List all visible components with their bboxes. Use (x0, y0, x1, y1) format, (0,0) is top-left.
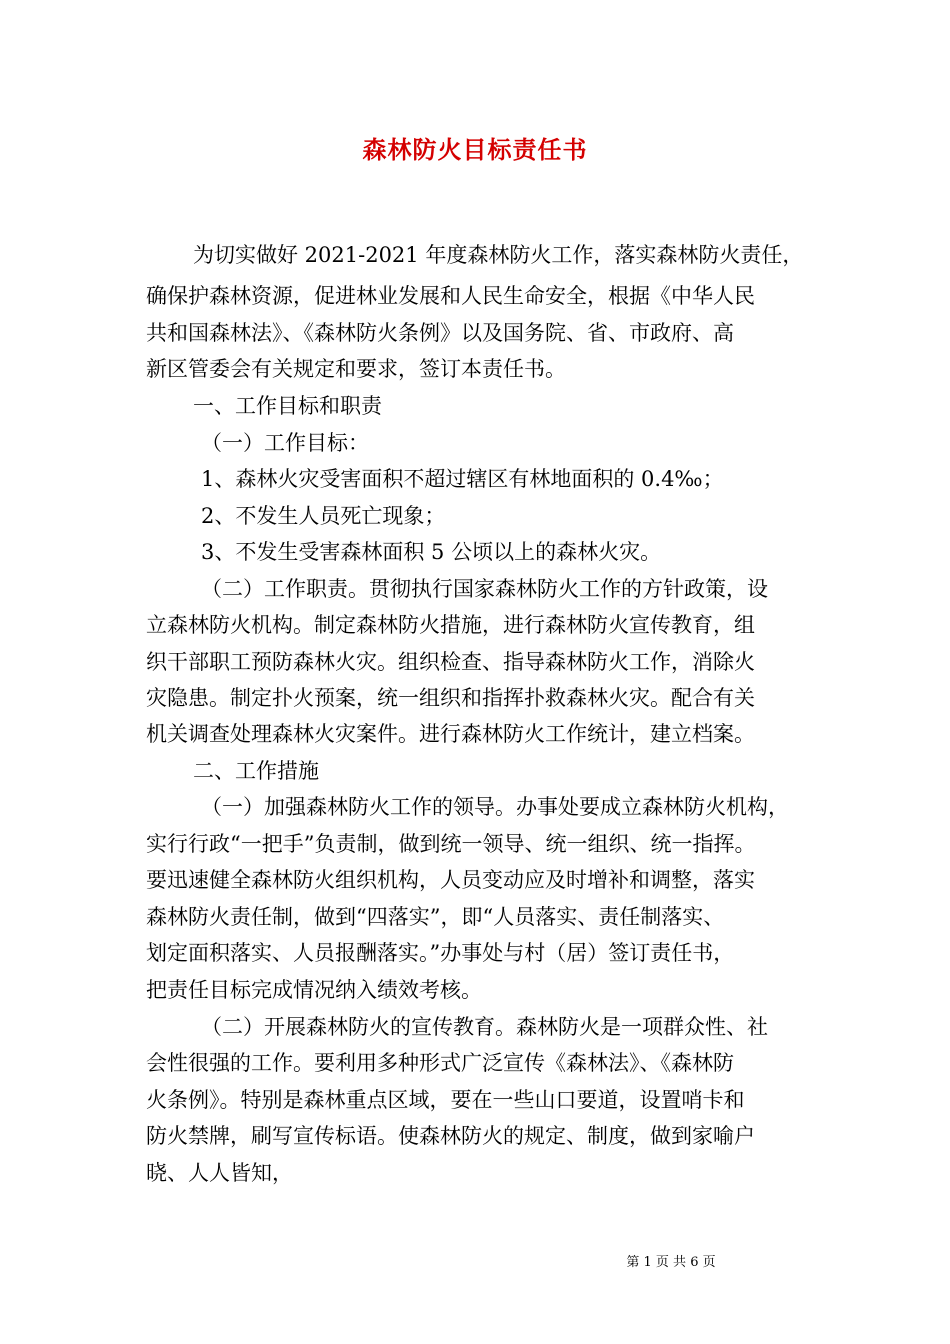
section-heading: 一、工作目标和职责 (193, 394, 382, 418)
page-footer (0, 1254, 950, 1272)
paragraph-line: 会性很强的工作。要利用多种形式广泛宣传《森林法》、《森林防 (146, 1051, 734, 1075)
paragraph-line: 机关调查处理森林火灾案件。进行森林防火工作统计，建立档案。 (146, 722, 755, 746)
paragraph-line: 为切实做好 2021-2021 年度森林防火工作，落实森林防火责任， (193, 243, 804, 267)
list-item: 2、不发生人员死亡现象； (201, 504, 446, 528)
paragraph-line: 防火禁牌，刷写宣传标语。使森林防火的规定、制度，做到家喻户 (146, 1124, 755, 1148)
document-title: 森林防火目标责任书 (362, 135, 588, 164)
paragraph-line: 划定面积落实、人员报酬落实。”办事处与村（居）签订责任书， (146, 941, 735, 965)
paragraph-line: 织干部职工预防森林火灾。组织检查、指导森林防火工作，消除火 (146, 650, 755, 674)
section-heading: 二、工作措施 (193, 759, 319, 783)
paragraph-line: （一）加强森林防火工作的领导。办事处要成立森林防火机构， (201, 795, 789, 819)
paragraph-line: 灾隐患。制定扑火预案，统一组织和指挥扑救森林火灾。配合有关 (146, 686, 755, 710)
paragraph-line: 森林防火责任制，做到“四落实”，即“人员落实、责任制落实、 (146, 905, 725, 929)
paragraph-line: 火条例》。特别是森林重点区域，要在一些山口要道，设置哨卡和 (146, 1088, 745, 1112)
paragraph-line: 要迅速健全森林防火组织机构，人员变动应及时增补和调整，落实 (146, 868, 755, 892)
page-number: 第 1 页 共 6 页 (626, 1255, 716, 1270)
paragraph-line: 确保护森林资源，促进林业发展和人民生命安全，根据《中华人民 (146, 284, 755, 308)
list-item: 3、不发生受害森林面积 5 公顷以上的森林火灾。 (201, 540, 662, 564)
subsection-heading: （一）工作目标： (201, 431, 369, 455)
paragraph-line: 把责任目标完成情况纳入绩效考核。 (146, 978, 482, 1002)
paragraph-line: 晓、人人皆知， (146, 1161, 293, 1185)
paragraph-line: （二）开展森林防火的宣传教育。森林防火是一项群众性、社 (201, 1015, 768, 1039)
paragraph-line: 立森林防火机构。制定森林防火措施，进行森林防火宣传教育，组 (146, 613, 755, 637)
paragraph-line: 新区管委会有关规定和要求，签订本责任书。 (146, 357, 566, 381)
paragraph-line: 共和国森林法》、《森林防火条例》以及国务院、省、市政府、高 (146, 321, 734, 345)
list-item: 1、森林火灾受害面积不超过辖区有林地面积的 0.4‰； (201, 467, 724, 491)
paragraph-line: 实行行政“一把手”负责制，做到统一领导、统一组织、统一指挥。 (146, 832, 756, 856)
paragraph-line: （二）工作职责。贯彻执行国家森林防火工作的方针政策，设 (201, 577, 768, 601)
